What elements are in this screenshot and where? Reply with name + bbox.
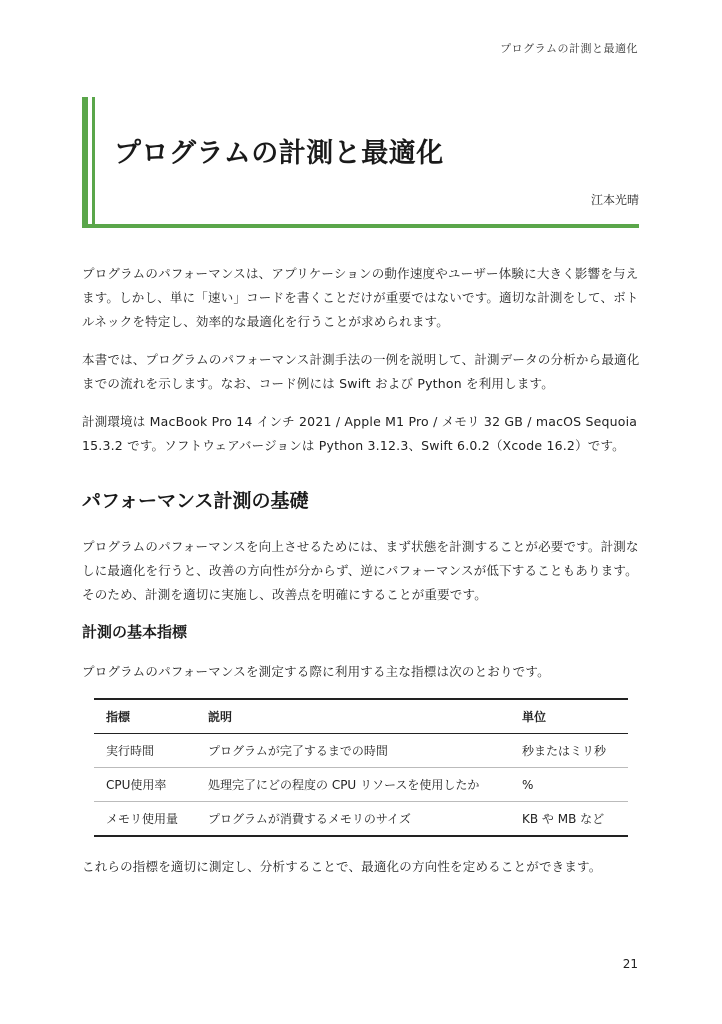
title-accent-bar-thin [92,97,95,228]
intro-paragraph-2: 本書では、プログラムのパフォーマンス計測手法の一例を説明して、計測データの分析から最適化までの流れを示します。なお、コード例には Swift および Python を利用します。 [82,352,640,391]
page-number: 21 [622,957,638,971]
table-cell: プログラムが完了するまでの時間 [196,734,510,768]
section-paragraph-1: プログラムのパフォーマンスを向上させるためには、まず状態を計測することが必要です。計測なしに最適化を行うと、改善の方向性が分からず、逆にパフォーマンスが低下することもあります。そのため、計測を適切に実施し、改善点を明確にすることが重要です。 [82,539,639,602]
chapter-title: プログラムの計測と最適化 [114,138,444,169]
table-cell: 秒またはミリ秒 [510,734,628,768]
title-accent-bar [82,97,88,228]
intro-paragraph-3: 計測環境は MacBook Pro 14 インチ 2021 / Apple M1 Pro / メモリ 32 GB / macOS Sequoia 15.3.2 です。ソフトウェアバージョンは Python 3.12.3、Swift 6.0.2（Xcode 16.2）です。 [82,414,638,453]
table-header-cell: 単位 [510,699,628,734]
table-row [94,734,628,768]
metrics-table [94,698,628,837]
table-cell: 処理完了にどの程度の CPU リソースを使用したか [196,768,510,802]
section-heading: パフォーマンス計測の基礎 [82,490,309,512]
title-underline [82,224,639,228]
table-header-cell: 説明 [196,699,510,734]
table-cell: 実行時間 [94,734,196,768]
table-header-row [94,699,628,734]
table-row [94,802,628,837]
table-row [94,768,628,802]
table-cell: % [510,768,628,802]
running-header: プログラムの計測と最適化 [500,42,638,55]
intro-paragraph-1: プログラムのパフォーマンスは、アプリケーションの動作速度やユーザー体験に大きく影響を与えます。しかし、単に「速い」コードを書くことだけが重要ではないです。適切な計測をして、ボトルネックを特定し、効率的な最適化を行うことが求められます。 [82,266,639,329]
table-cell: プログラムが消費するメモリのサイズ [196,802,510,837]
author-name: 江本光晴 [590,193,639,207]
table-header-cell: 指標 [94,699,196,734]
subsection-paragraph-2: これらの指標を適切に測定し、分析することで、最適化の方向性を定めることができます。 [82,859,602,874]
table-cell: CPU使用率 [94,768,196,802]
subsection-heading: 計測の基本指標 [82,623,188,641]
page-content [82,262,642,893]
chapter-title-block [82,97,639,228]
table-cell: メモリ使用量 [94,802,196,837]
subsection-paragraph-1: プログラムのパフォーマンスを測定する際に利用する主な指標は次のとおりです。 [82,664,550,679]
table-cell: KB や MB など [510,802,628,837]
